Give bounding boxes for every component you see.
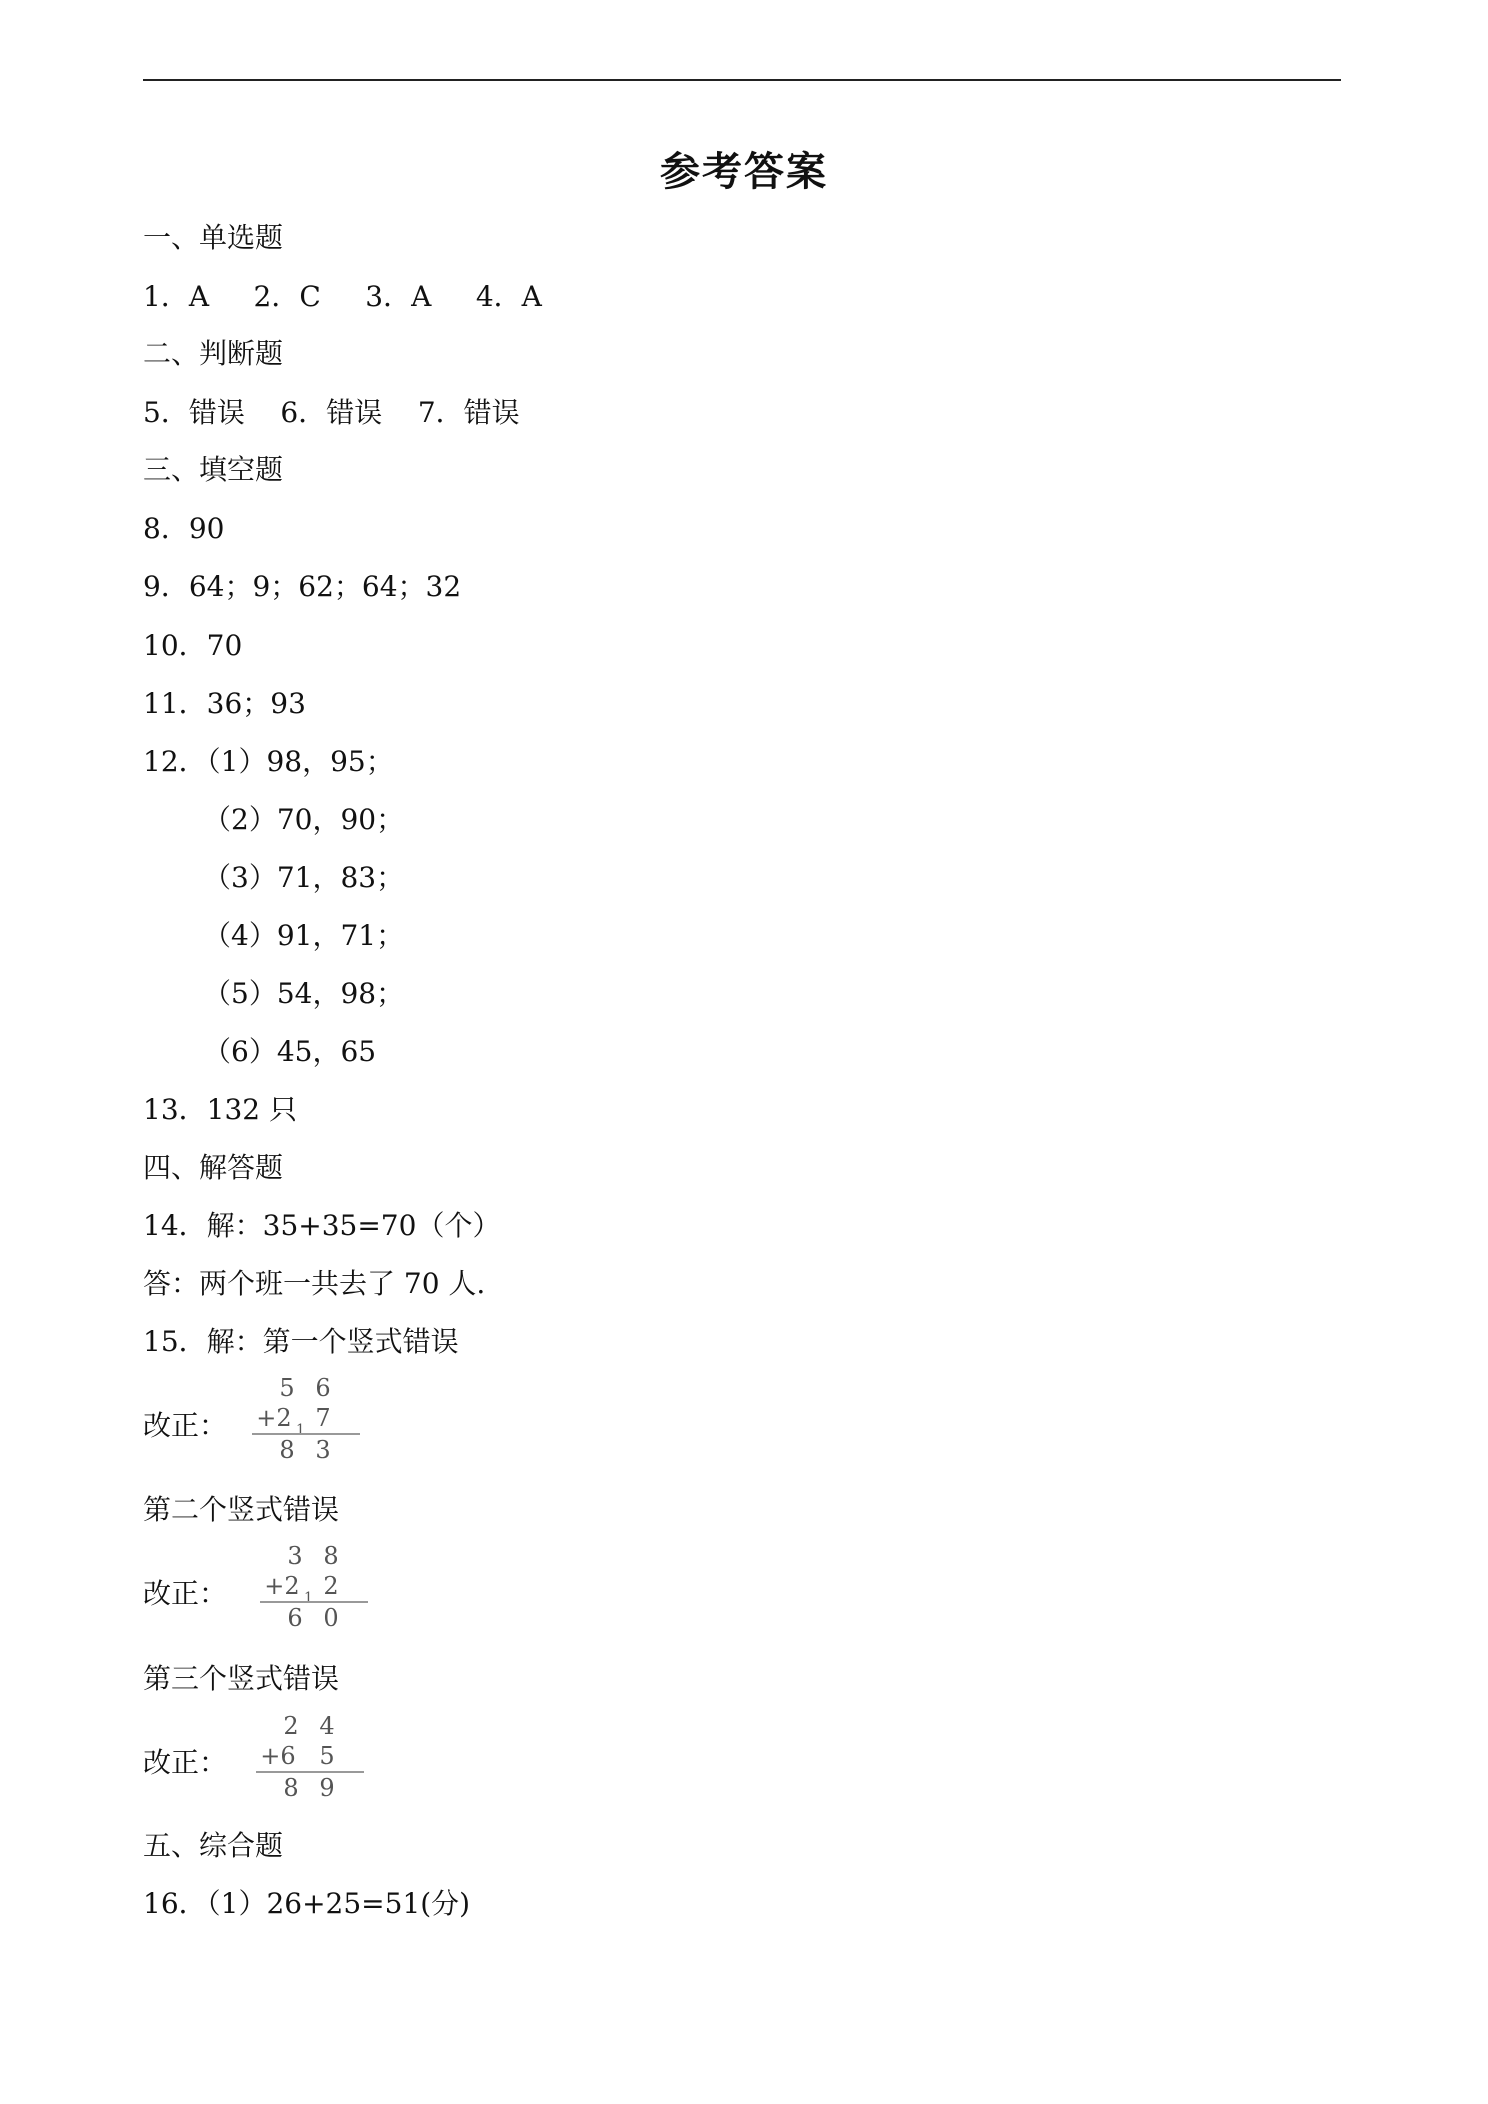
sum-rule [252,1433,360,1435]
digit: 8 [279,1436,295,1464]
digit: 0 [323,1604,339,1632]
digit: 5 [279,1374,295,1402]
digit: 3 [287,1542,303,1570]
header-rule [143,79,1341,81]
carry-mark: 1 [296,1422,305,1438]
digit: 7 [315,1404,331,1432]
digit: 8 [323,1542,339,1570]
digit: 2 [283,1712,299,1740]
answer-line: （5）54，98； [203,977,405,1010]
vertical-calc-1 [252,1374,362,1462]
correction-label: 改正： [143,1577,228,1610]
answer-line: （3）71，83； [203,861,405,894]
answer-line: 13．132 只 [143,1093,297,1126]
answer-line: 1．A 2．C 3．A 4．A [143,280,542,313]
section-heading-fill-blank: 三、填空题 [143,453,284,486]
answer-line: 16．（1）26+25=51(分) [143,1887,471,1920]
digit: 8 [283,1774,299,1802]
digit: +2 [256,1404,292,1432]
digit: 4 [319,1712,335,1740]
digit: +6 [260,1742,296,1770]
digit: +2 [264,1572,300,1600]
answer-line: 11．36；93 [143,687,306,720]
answer-line: 15．解：第一个竖式错误 [143,1325,459,1358]
digit: 5 [319,1742,335,1770]
page-title: 参考答案 [660,149,828,195]
section-heading-single-choice: 一、单选题 [143,221,284,254]
sum-rule [256,1771,364,1773]
digit: 6 [315,1374,331,1402]
correction-label: 改正： [143,1746,228,1779]
answer-line: 9．64；9；62；64；32 [143,570,462,603]
section-heading-true-false: 二、判断题 [143,337,284,370]
answer-line: （2）70，90； [203,803,405,836]
answer-line: （6）45，65 [203,1035,377,1068]
correction-label: 改正： [143,1409,228,1442]
answer-line: 10．70 [143,629,243,662]
digit: 2 [323,1572,339,1600]
section-heading-solve: 四、解答题 [143,1151,284,1184]
digit: 3 [315,1436,331,1464]
vertical-calc-3 [256,1712,366,1800]
answer-line: 第二个竖式错误 [143,1493,340,1526]
answer-line: 12．（1）98，95； [143,745,394,778]
section-heading-comprehensive: 五、综合题 [143,1829,284,1862]
vertical-calc-2 [260,1542,370,1630]
answer-line: （4）91，71； [203,919,405,952]
digit: 9 [319,1774,335,1802]
carry-mark: 1 [304,1590,313,1606]
answer-line: 14．解：35+35=70（个） [143,1209,501,1242]
answer-line: 答：两个班一共去了 70 人. [143,1267,486,1300]
sum-rule [260,1601,368,1603]
answer-line: 5．错误 6．错误 7．错误 [143,396,520,429]
answer-line: 8．90 [143,512,225,545]
digit: 6 [287,1604,303,1632]
answer-line: 第三个竖式错误 [143,1662,340,1695]
